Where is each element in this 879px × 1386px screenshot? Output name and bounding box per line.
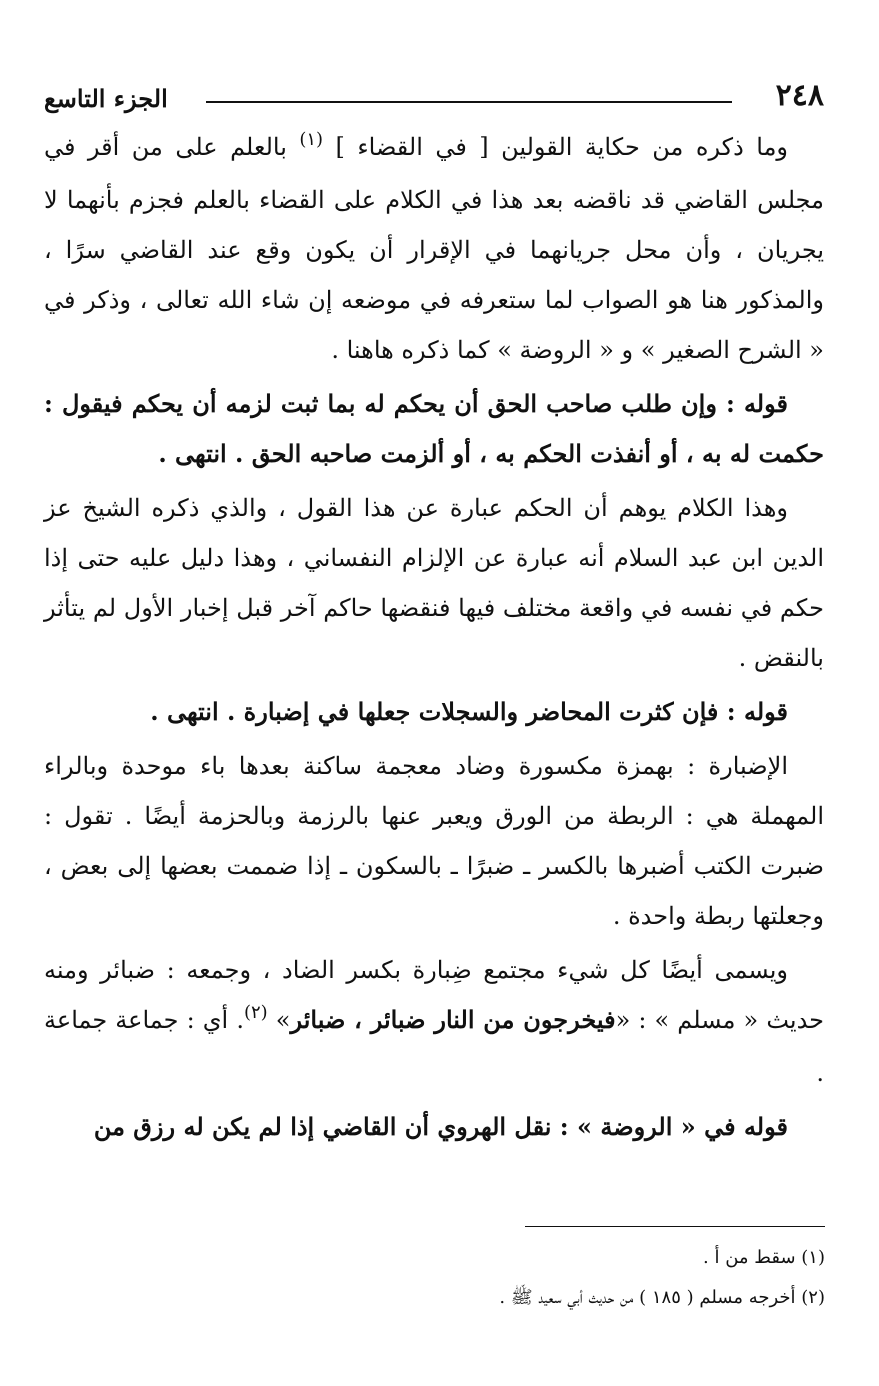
running-title: الجزء التاسع: [44, 84, 168, 113]
paragraph: وهذا الكلام يوهم أن الحكم عبارة عن هذا القول ، والذي ذكره الشيخ عز الدين ابن عبد السلام أنه عبارة عن الإلزام النفساني ، وهذا دليل عليه حتى إذا حكم في نفسه في واقعة مختلف فيها فنقضها حاكم آخر قبل إخبار الأول لم يتأثر بالنقض .: [44, 494, 824, 672]
page-number: ٢٤٨: [775, 78, 824, 113]
header-rule: [206, 101, 732, 103]
quoted-passage: قوله : وإن طلب صاحب الحق أن يحكم له بما ثبت لزمه أن يحكم فيقول : حكمت له به ، أو أنفذت الحكم به ، أو ألزمت صاحبه الحق . انتهى .: [44, 389, 824, 468]
quoted-passage: قوله : فإن كثرت المحاضر والسجلات جعلها في إضبارة . انتهى .: [150, 697, 788, 726]
footnote-ref[interactable]: (٢): [243, 1002, 268, 1023]
paragraph: الإضبارة : بهمزة مكسورة وضاد معجمة ساكنة بعدها باء موحدة وبالراء المهملة هي : الربطة من الورق ويعبر عنها بالرزمة وبالحزمة أيضًا . تقول : ضبرت الكتب أضبرها بالكسر ـ ضبرًا ـ بالسكون ـ إذا ضممت بعضها إلى بعض ، وجعلتها ربطة واحدة .: [44, 752, 824, 930]
page-header: [44, 70, 824, 122]
footnote: (١) سقط من أ .: [703, 1247, 825, 1268]
paragraph: ويسمى أيضًا كل شيء مجتمع ضِبارة بكسر الضاد ، وجمعه : ضبائر ومنه حديث « مسلم » : «فيخرجون من النار ضبائر ، ضبائر» $^{(٢)}$. أي : جماعة جماعة .: [44, 956, 825, 1087]
body-text: [44, 122, 824, 1152]
footnote-ref[interactable]: (١): [299, 129, 324, 150]
footnote: (٢) أخرجه مسلم ( ١٨٥ ) من حديث أبي سعيد ﷺ .: [499, 1287, 825, 1308]
quoted-passage: قوله في « الروضة » : نقل الهروي أن القاضي إذا لم يكن له رزق من: [93, 1112, 788, 1141]
page: [44, 70, 824, 1156]
hadith-quote: فيخرجون من النار ضبائر ، ضبائر: [290, 1005, 616, 1034]
paragraph: وما ذكره من حكاية القولين [ في القضاء ] $^{(١)}$ بالعلم على من أقر في مجلس القاضي قد ناقضه بعد هذا في الكلام على القضاء بالعلم فجزم بأنهما لا يجريان ، وأن محل جريانهما في الإقرار أن يكون وقع عند القاضي سرًا ، والمذكور هنا هو الصواب لما ستعرفه في موضعه إن شاء الله تعالى ، وذكر في « الشرح الصغير » و « الروضة » كما ذكره هاهنا .: [44, 129, 824, 364]
footnotes: [65, 1238, 825, 1318]
footnote-rule: [525, 1226, 825, 1227]
